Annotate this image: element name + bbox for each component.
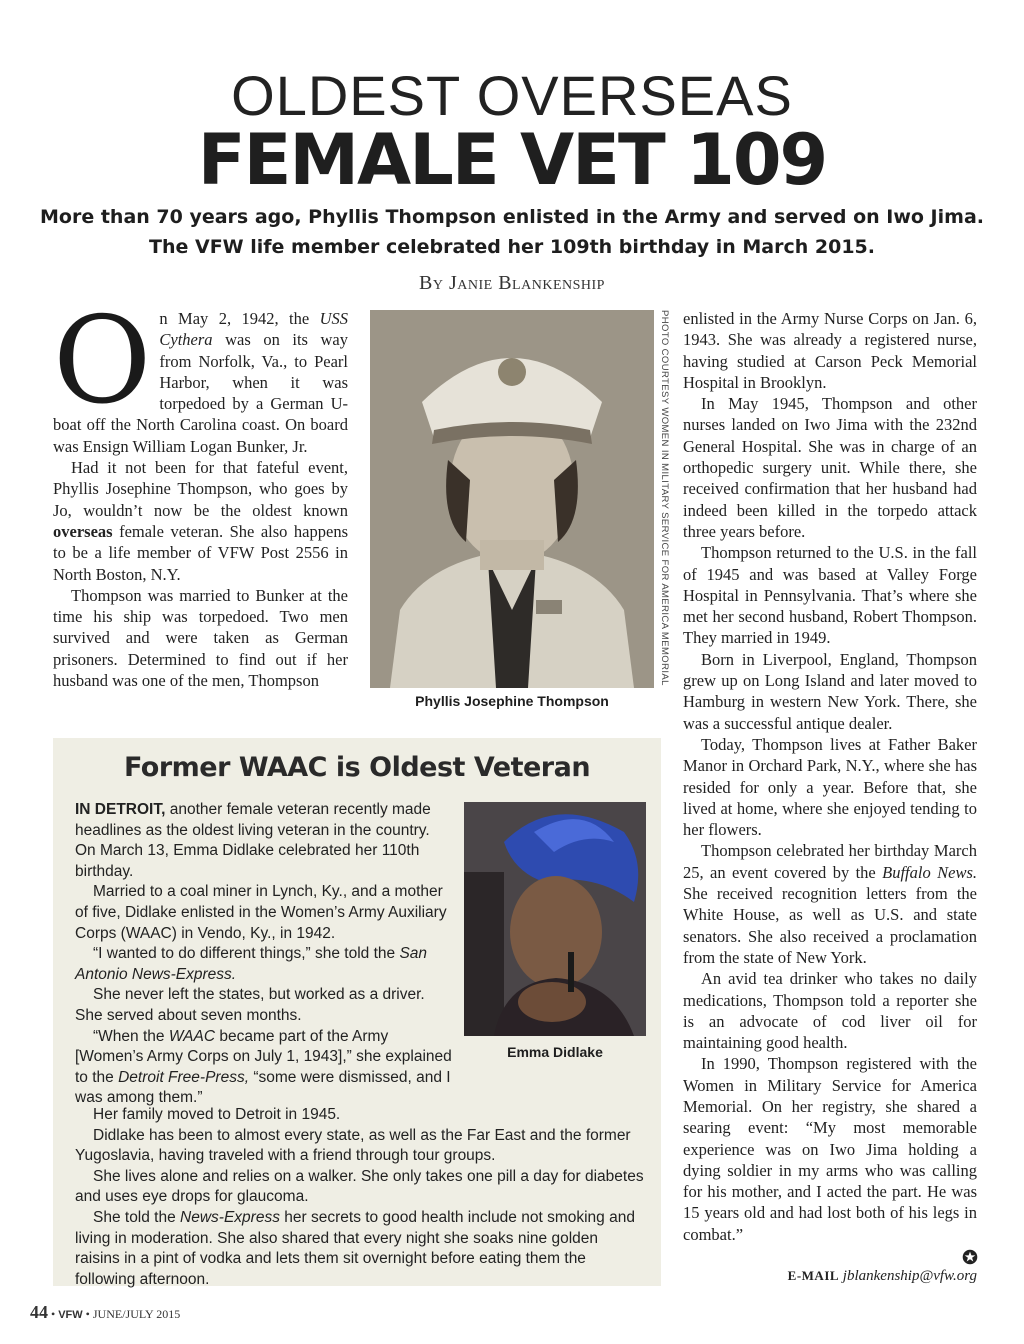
article-paragraph-5: In May 1945, Thompson and other nurses landed on Iwo Jima with the 232nd General Hospital. She was in charge of an orthopedic surgery unit. While there, she received confirmation that her husband had indeed been killed in the torpedo attack three years before. bbox=[683, 394, 977, 541]
byline: By Janie Blankenship bbox=[419, 272, 605, 294]
photo-caption: Phyllis Josephine Thompson bbox=[415, 693, 609, 709]
drop-cap: O bbox=[53, 292, 152, 431]
article-column-left bbox=[53, 292, 348, 691]
folio-bullet: • bbox=[85, 1307, 90, 1321]
page-number: 44 bbox=[30, 1302, 48, 1322]
end-star-icon bbox=[962, 1249, 978, 1265]
photo-phyllis-thompson bbox=[370, 310, 654, 688]
headline: FEMALE VET 109 bbox=[197, 119, 827, 201]
issue-date: JUNE/JULY 2015 bbox=[92, 1307, 181, 1321]
sidebar-title: Former WAAC is Oldest Veteran bbox=[123, 752, 591, 783]
folio-bullet: • bbox=[51, 1307, 56, 1321]
magazine-name: VFW bbox=[58, 1309, 83, 1321]
sidebar-paragraph-1: IN DETROIT, another female veteran recently made headlines as the oldest living veteran in the country. On March 13, Emma Didlake celebrated her 110th birthday. bbox=[75, 801, 431, 880]
sidebar-text-bottom bbox=[75, 1105, 645, 1290]
didlake-illustration bbox=[464, 802, 646, 1036]
sidebar-paragraph-7: Didlake has been to almost every state, as well as the Far East and the former Yugoslavia, having traveled with a friend through tour groups. bbox=[75, 1126, 631, 1165]
article-paragraph-8: Today, Thompson lives at Father Baker Manor in Orchard Park, N.Y., where she has resided for only a year. Before that, she lived at home, where she enjoyed tending to her flowers. bbox=[683, 734, 977, 840]
sidebar-paragraph-8: She lives alone and relies on a walker. She only takes one pill a day for diabetes and uses eye drops for glaucoma. bbox=[75, 1167, 644, 1206]
email-label: E-MAIL bbox=[787, 1268, 840, 1283]
sidebar-paragraph-6: Her family moved to Detroit in 1945. bbox=[93, 1106, 341, 1123]
deck-line-1: More than 70 years ago, Phyllis Thompson enlisted in the Army and served on Iwo Jima. bbox=[40, 206, 984, 228]
sidebar-paragraph-5: “When the WAAC became part of the Army [Women’s Army Corps on July 1, 1943],” she explained to the Detroit Free-Press, “some were dismissed, and I was among them.” bbox=[75, 1027, 452, 1107]
sidebar-box bbox=[53, 738, 661, 1286]
article-paragraph-3: Thompson was married to Bunker at the time his ship was torpedoed. Two men survived and were taken as German prisoners. Determined to find out if her husband was one of the men, Thompson bbox=[53, 585, 348, 691]
article-paragraph-1: n May 2, 1942, the USS Cythera was on its way from Norfolk, Va., to Pearl Harbor, when it was torpedoed by a German U-boat off the North Carolina coast. On board was Ensign William Logan Bunker, Jr. bbox=[53, 309, 348, 456]
page-folio bbox=[30, 1302, 180, 1323]
sidebar-lead-in: IN DETROIT, bbox=[75, 801, 166, 818]
article-paragraph-9: Thompson celebrated her birthday March 25, an event covered by the Buffalo News. She received recognition letters from the White House, as well as U.S. and state senators. She also received a proclamation from the state of New York. bbox=[683, 841, 977, 967]
sidebar-paragraph-2: Married to a coal miner in Lynch, Ky., and a mother of five, Didlake enlisted in the Women’s Army Auxiliary Corps (WAAC) in Vendo, Ky., in 1942. bbox=[75, 883, 447, 942]
author-email bbox=[683, 1268, 977, 1285]
deck bbox=[40, 202, 984, 262]
sidebar-paragraph-4: She never left the states, but worked as a driver. She served about seven months. bbox=[75, 986, 425, 1024]
article-column-right bbox=[683, 308, 977, 1245]
headline-kicker: OLDEST OVERSEAS bbox=[231, 64, 793, 127]
article-paragraph-11: In 1990, Thompson registered with the Women in Military Service for America Memorial. On her registry, she shared a searing event: “My most memorable experience was on Iwo Jima holding a dying soldier in my arms who was calling for his mother, and I acted the part. He was 15 years old and had lost both of his legs in combat.” bbox=[683, 1054, 977, 1244]
sidebar-text-top bbox=[75, 800, 452, 1109]
ship-name: USS Cythera bbox=[159, 309, 348, 350]
sidebar-paragraph-3: “I wanted to do different things,” she told the San Antonio News-Express. bbox=[75, 945, 428, 983]
article-paragraph-7: Born in Liverpool, England, Thompson grew up on Long Island and later moved to Hamburg in western New York. There, she was a successful antique dealer. bbox=[683, 649, 977, 733]
photo-emma-didlake bbox=[464, 802, 646, 1036]
article-paragraph-2: Had it not been for that fateful event, Phyllis Josephine Thompson, who goes by Jo, wouldn’t now be the oldest known overseas female veteran. She also happens to be a life member of VFW Post 2556 in North Boston, N.Y. bbox=[53, 458, 348, 584]
article-paragraph-4: enlisted in the Army Nurse Corps on Jan. 6, 1943. She was already a registered nurse, having studied at Carson Peck Memorial Hospital in Brooklyn. bbox=[683, 309, 977, 392]
sidebar-paragraph-9: She told the News-Express her secrets to good health include not smoking and living in moderation. She also shared that every night she soaks nine golden raisins in a pint of vodka and lets them sit overnight before eating them the following afternoon. bbox=[75, 1208, 635, 1288]
portrait-illustration bbox=[370, 310, 654, 688]
sidebar-photo-caption: Emma Didlake bbox=[507, 1044, 603, 1060]
photo-credit: PHOTO COURTESY WOMEN IN MILITARY SERVICE FOR AMERICA MEMORIAL bbox=[659, 310, 670, 686]
article-paragraph-6: Thompson returned to the U.S. in the fall of 1945 and was based at Valley Forge Hospital in Pennsylvania. That’s where she met her second husband, Robert Thompson. They married in 1949. bbox=[683, 543, 977, 648]
emphasis-overseas: overseas bbox=[53, 521, 113, 541]
article-paragraph-10: An avid tea drinker who takes no daily medications, Thompson told a reporter she is an advocate of cod liver oil for maintaining good health. bbox=[683, 969, 977, 1053]
email-address[interactable]: jblankenship@vfw.org bbox=[842, 1268, 977, 1284]
newspaper-name: Buffalo News. bbox=[882, 862, 977, 882]
deck-line-2: The VFW life member celebrated her 109th birthday in March 2015. bbox=[149, 236, 875, 258]
